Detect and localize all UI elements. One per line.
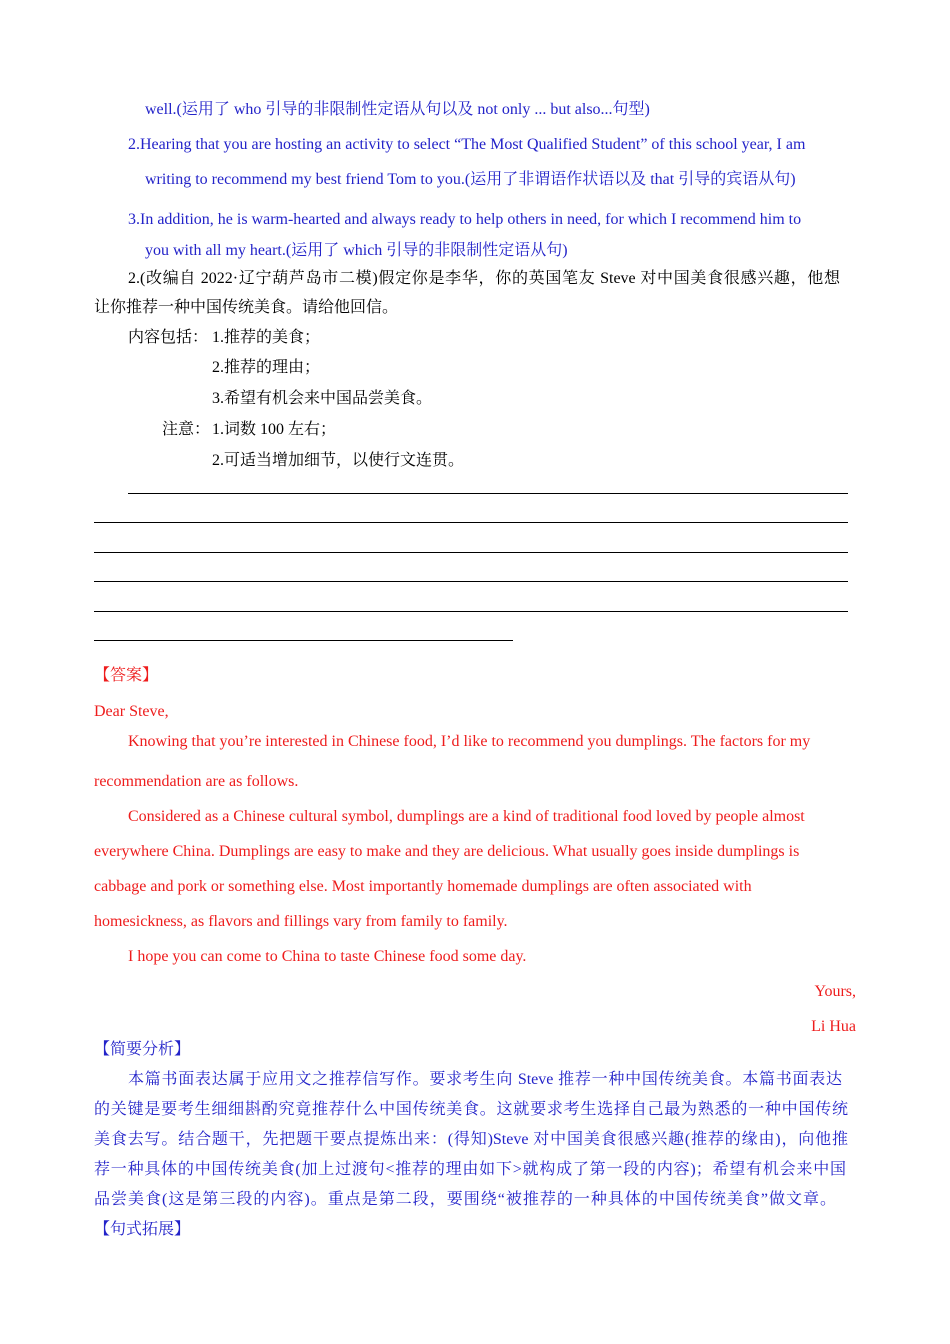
example-sentence-2-line-1: 2.Hearing that you are hosting an activity to select “The Most Qualified Student” of this school year, I am [128,136,806,153]
answer-heading: 【答案】 [94,667,159,684]
letter-salutation: Dear Steve, [94,703,169,720]
letter-closing: Yours, [814,983,856,1000]
analysis-heading: 【简要分析】 [94,1041,191,1058]
content-item-3: 3.希望有机会来中国品尝美食。 [212,390,433,407]
task-prompt-line-2: 让你推荐一种中国传统美食。请给他回信。 [94,299,399,316]
analysis-line-3: 美食去写。结合题干，先把题干要点提炼出来：(得知)Steve 对中国美食很感兴趣(推荐的缘由)，向他推 [94,1131,848,1148]
content-item-2: 2.推荐的理由； [212,359,321,376]
letter-paragraph-1-line-2: recommendation are as follows. [94,773,299,790]
analysis-line-2: 的关键是要考生细细斟酌究竟推荐什么中国传统美食。这就要求考生选择自己最为熟悉的一种中国传统 [94,1101,848,1118]
analysis-line-5: 品尝美食(这是第三段的内容)。重点是第二段，要围绕“被推荐的一种具体的中国传统美食”做文章。 [94,1191,836,1208]
letter-paragraph-2-line-1: Considered as a Chinese cultural symbol, dumplings are a kind of traditional food loved by people almost [128,808,805,825]
letter-paragraph-1-line-1: Knowing that you’re interested in Chinese food, I’d like to recommend you dumplings. The factors for my [128,733,811,750]
answer-blank-line [94,552,848,553]
notes-item-1: 1.词数 100 左右； [212,421,337,438]
analysis-line-1: 本篇书面表达属于应用文之推荐信写作。要求考生向 Steve 推荐一种中国传统美食。本篇书面表达 [128,1071,842,1088]
expansion-heading: 【句式拓展】 [94,1221,191,1238]
example-sentence-2-line-2: writing to recommend my best friend Tom to you.(运用了非谓语作状语以及 that 引导的宾语从句) [145,171,796,188]
task-prompt-line-1: 2.(改编自 2022·辽宁葫芦岛市二模)假定你是李华，你的英国笔友 Steve 对中国美食很感兴趣，他想 [128,270,840,287]
answer-blank-line [94,640,513,641]
content-label: 内容包括： [128,329,209,346]
letter-signature: Li Hua [811,1018,856,1035]
example-sentence-3-line-2: you with all my heart.(运用了 which 引导的非限制性定语从句) [145,242,568,259]
example-sentence-3-line-1: 3.In addition, he is warm-hearted and always ready to help others in need, for which I recommend him to [128,211,802,228]
letter-paragraph-2-line-2: everywhere China. Dumplings are easy to make and they are delicious. What usually goes inside dumplings is [94,843,800,860]
analysis-line-4: 荐一种具体的中国传统美食(加上过渡句<推荐的理由如下>就构成了第一段的内容)；希望有机会来中国 [94,1161,846,1178]
content-item-1: 1.推荐的美食； [212,329,321,346]
letter-paragraph-2-line-3: cabbage and pork or something else. Most importantly homemade dumplings are often associated with [94,878,752,895]
notes-label: 注意： [162,421,211,438]
answer-blank-line [128,493,848,494]
answer-blank-line [94,581,848,582]
answer-blank-line [94,611,848,612]
answer-blank-line [94,522,848,523]
example-sentence-1-tail: well.(运用了 who 引导的非限制性定语从句以及 not only ... but also...句型) [145,101,650,118]
letter-paragraph-3-line-1: I hope you can come to China to taste Chinese food some day. [128,948,527,965]
notes-item-2: 2.可适当增加细节，以使行文连贯。 [212,452,465,469]
letter-paragraph-2-line-4: homesickness, as flavors and fillings vary from family to family. [94,913,508,930]
